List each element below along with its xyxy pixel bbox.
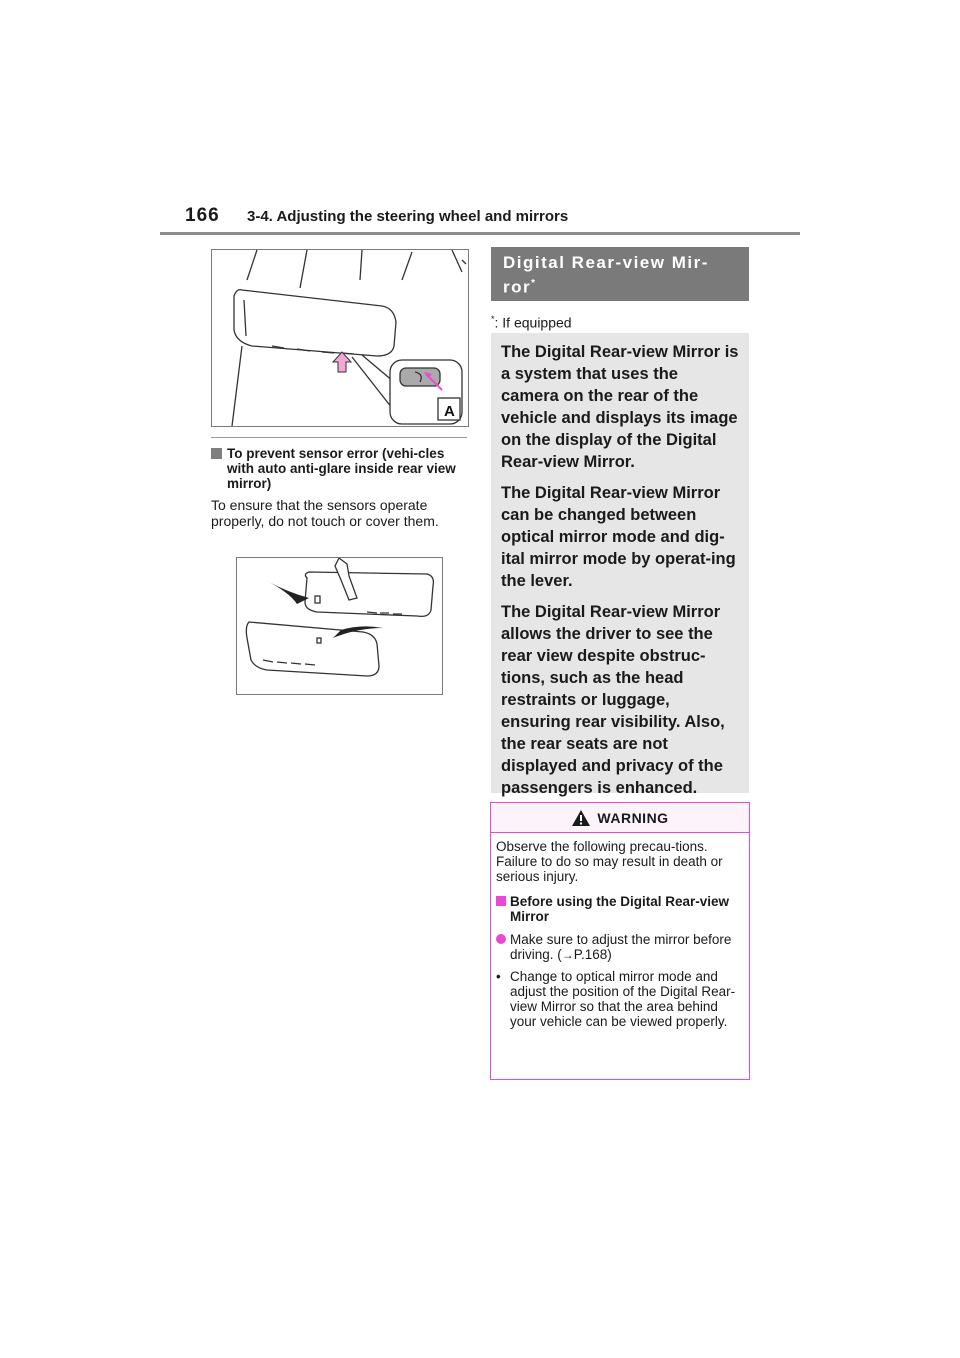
figure-separator <box>211 437 467 438</box>
warning-intro: Observe the following precau-tions. <box>496 839 708 854</box>
warning-label: WARNING <box>597 809 669 826</box>
warning-subhead-text: Before using the Digital Rear-view Mirror <box>510 894 730 924</box>
summary-paragraph: The Digital Rear-view Mirror allows the driver to see the rear view despite obstruc-tions, such as the head restraints or luggage, ensuring rear visibility. Also, the rear seats are not displayed and privacy of the passengers is enhanced. <box>501 603 725 797</box>
dash-bullet-icon: • <box>496 969 501 984</box>
circle-bullet-icon <box>496 934 506 944</box>
footnote-mark: * <box>491 314 495 324</box>
equipped-footnote <box>491 314 572 331</box>
warning-bullet-text: Make sure to adjust the mirror before driving. ( <box>510 932 732 962</box>
warning-triangle-icon <box>571 809 591 827</box>
summary-paragraph: The Digital Rear-view Mirror is a system that uses the camera on the rear of the vehicle and displays its image on the display of the Digital Rear-view Mirror. <box>501 343 739 471</box>
arrow-right-icon: → <box>561 948 574 962</box>
page-reference-link[interactable]: P.168) <box>573 947 612 962</box>
summary-box <box>491 333 749 797</box>
square-bullet-icon <box>211 448 222 459</box>
square-bullet-icon <box>496 896 506 906</box>
sensor-error-subhead <box>211 446 471 491</box>
warning-dash-text: Change to optical mirror mode and adjust the position of the Digital Rear-view Mirror so that the area behind your vehicle can be viewed properly. <box>510 969 736 1029</box>
sensor-error-subhead-text: To prevent sensor error (vehi-cles with auto anti-glare inside rear view mirror) <box>227 446 456 491</box>
warning-header <box>491 803 749 833</box>
warning-intro: Failure to do so may result in death or serious injury. <box>496 854 723 884</box>
mirror-sensors-illustration <box>236 557 443 695</box>
sensor-body-text: To ensure that the sensors operate properly, do not touch or cover them. <box>211 497 439 529</box>
warning-dash-item <box>496 969 744 1029</box>
title-asterisk: * <box>531 278 537 289</box>
digital-mirror-title-text: Digital Rear-view Mir-ror <box>503 253 709 297</box>
warning-box <box>490 802 750 1080</box>
section-title: 3-4. Adjusting the steering wheel and mirrors <box>247 208 569 225</box>
digital-mirror-title <box>491 247 749 301</box>
figure-label-a: A <box>444 403 455 420</box>
footnote-text: : If equipped <box>494 314 572 331</box>
mirror-buttons-illustration <box>211 249 469 427</box>
warning-subhead <box>496 894 744 924</box>
warning-body <box>491 833 749 1029</box>
page-number: 166 <box>185 205 220 226</box>
summary-paragraph: The Digital Rear-view Mirror can be changed between optical mirror mode and dig-ital mirror mode by operat-ing the lever. <box>501 484 736 590</box>
warning-bullet <box>496 932 744 963</box>
header-rule <box>160 232 800 235</box>
